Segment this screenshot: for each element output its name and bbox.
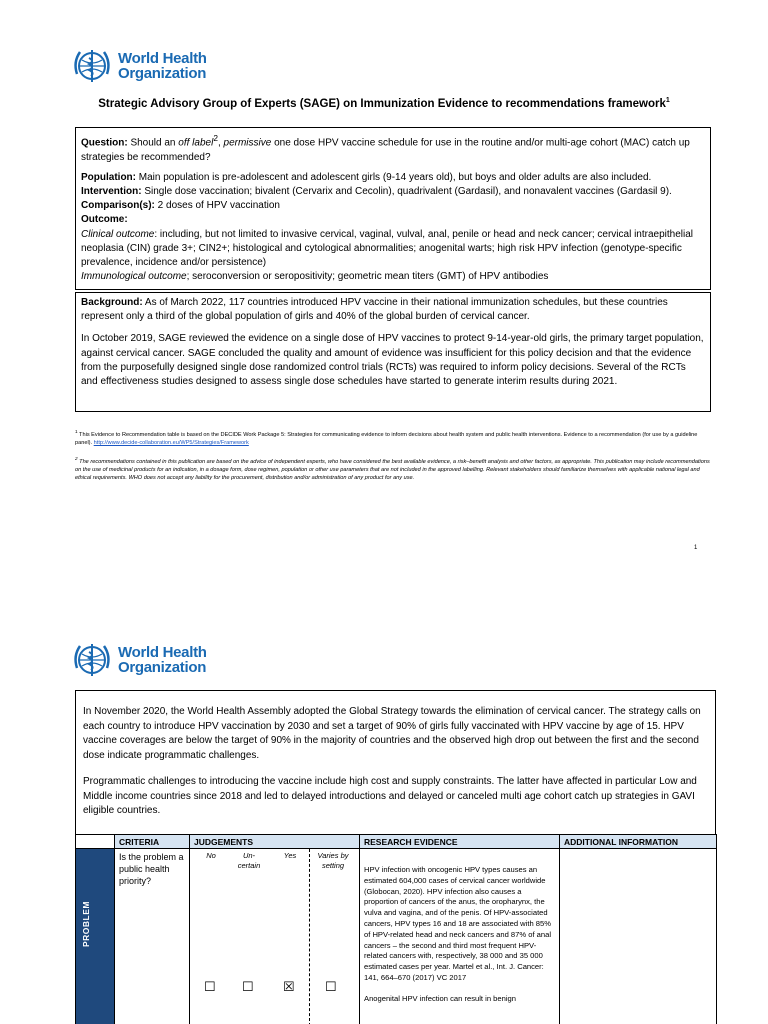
outcome-label: Outcome: <box>81 214 128 226</box>
logo-line1: World Health <box>118 644 207 661</box>
footnote-1-number: 1 <box>75 429 78 434</box>
header-blank <box>76 835 115 849</box>
checkbox-yes[interactable]: ☒ <box>283 979 295 994</box>
population-label: Population: <box>81 171 136 183</box>
footnote-2 <box>75 455 715 482</box>
additional-info-cell <box>560 849 717 1024</box>
background-label: Background: <box>81 297 143 308</box>
header-judgements: JUDGEMENTS <box>190 835 360 849</box>
research-evidence-cell <box>360 849 560 1024</box>
judgement-divider <box>309 849 310 1024</box>
intro-box <box>75 690 716 834</box>
logo-line2: Organization <box>118 65 207 82</box>
question-sep: , <box>217 137 224 149</box>
evidence-para1: HPV infection with oncogenic HPV types causes an estimated 604,000 cases of cervical cancer worldwide (Globocan, 2020). HPV infection also causes a proportion of cancers of the anus, the oropharynx, the vulva and vagina, and of the penis. Of HPV-associated cancers, HPV types 16 and 18 are associated with 85% of HPV-related head and neck cancers and 87% of anal cancers – the second and third most frequent HPV-related cancers with, respectively, 38 000 and 35 000 estimated cases per year. Martel et al., Int. J. Cancer: 141, 664–670 (2017) VC 2017 <box>364 865 552 982</box>
who-logo <box>70 44 207 88</box>
footnote-1-text: This Evidence to Recommendation table is based on the DECIDE Work Package 5: Strategies for communicating evidence to inform decisions about health system and public health interventions. Evidence to a recommendation (for use by a guideline panel). <box>75 431 698 446</box>
intervention-label: Intervention: <box>81 185 142 197</box>
section-label-problem: PROBLEM <box>81 901 91 947</box>
evidence-para2: Anogenital HPV infection can result in benign <box>364 993 516 1003</box>
title-footnote-ref: 1 <box>665 97 670 104</box>
population-text: Main population is pre-adolescent and adolescent girls (9-14 years old), but boys and older adults are also included. <box>136 171 652 183</box>
footnote-2-text: The recommendations contained in this publication are based on the advice of independent experts, who have considered the best available evidence, a risk–benefit analysis and other factors, as appropriate. This publication may include recommendations on the use of medicinal products for an indication, in a dosage form, dose regimen, population or other use parameters that are not included in the approved labelling. Relevant stakeholders should familiarize themselves with applicable national legal and ethical requirements. WHO does not accept any liability for the procurement, distribution and/or administration of any product for any use. <box>75 458 710 481</box>
background-box <box>75 292 711 412</box>
header-research: RESEARCH EVIDENCE <box>360 835 560 849</box>
header-additional: ADDITIONAL INFORMATION <box>560 835 717 849</box>
background-para2: In October 2019, SAGE reviewed the evidence on a single dose of HPV vaccines to protect 9-14-year-old girls, the primary target population, against cervical cancer. SAGE concluded the quality and amount of evidence was insufficient for this policy decision and that the evidence from the purposefully designed single dose randomized control trials (RCTs) was required to inform policy decisions. Several of the RCTs and effectiveness studies designed to assess single dose schedules have started to generate interim results during 2021. <box>81 333 704 388</box>
checkbox-varies[interactable]: ☐ <box>325 979 337 994</box>
immuno-outcome-text: ; seroconversion or seropositivity; geometric mean titers (GMT) of HPV antibodies <box>186 271 549 283</box>
checkbox-uncertain[interactable]: ☐ <box>242 979 254 994</box>
clinical-outcome-text: : including, but not limited to invasive cervical, vaginal, vulval, anal, penile or head and neck cancer; cervical intraepithelial neoplasia (CIN) grade 3+; CIN2+; histological and cytological abnormalities; anogenital warts; high risk HPV infection (genotype-specific prevalence, incidence and/or persistence) <box>81 228 694 268</box>
background-para1: As of March 2022, 117 countries introduced HPV vaccine in their national immunization schedules, but these countries represent only a third of the global population of girls and 40% of the global burden of cervical cancer. <box>81 297 668 323</box>
question-text-pre: Should an <box>130 137 179 149</box>
title-text: Strategic Advisory Group of Experts (SAGE) on Immunization Evidence to recommendations framework <box>98 97 666 110</box>
question-label: Question: <box>81 137 128 149</box>
logo-line2: Organization <box>118 659 207 676</box>
clinical-outcome-label: Clinical outcome <box>81 228 155 240</box>
judgement-uncertain-label: Un-certain <box>237 851 261 870</box>
checkbox-no[interactable]: ☐ <box>204 979 216 994</box>
comparison-label: Comparison(s): <box>81 200 155 212</box>
judgement-varies-label: Varies by setting <box>317 851 349 870</box>
intervention-text: Single dose vaccination; bivalent (Cervarix and Cecolin), quadrivalent (Gardasil), and nonavalent vaccines (Gardasil 9). <box>141 185 672 197</box>
intro-para1: In November 2020, the World Health Assembly adopted the Global Strategy towards the elimination of cervical cancer. The strategy calls on each country to introduce HPV vaccination by 2030 and set a target of 90% of girls fully vaccinated with HPV vaccine by age of 15. HPV vaccine coverages are below the target of 90% in the majority of countries and the observed high drop out between the first and the second dose indicate programmatic challenges. <box>83 706 701 761</box>
page-number: 1 <box>694 545 698 551</box>
question-text-post: one dose HPV vaccine schedule for use in the routine and/or multi-age cohort (MAC) catch up strategies be recommended? <box>81 137 690 163</box>
judgements-cell <box>190 849 360 1024</box>
logo-line1: World Health <box>118 50 207 67</box>
footnotes <box>75 428 715 490</box>
question-box <box>75 127 711 290</box>
off-label-text: off label <box>178 137 214 149</box>
permissive-text: permissive <box>223 137 272 149</box>
etr-table <box>75 834 717 1024</box>
judgement-yes-label: Yes <box>283 851 297 860</box>
intro-para2: Programmatic challenges to introducing the vaccine include high cost and supply constraints. The latter have affected in particular Low and Middle income countries since 2018 and led to delayed introductions and delayed or canceled multi age cohort catch up strategies in GAVI eligible countries. <box>83 776 697 816</box>
footnote-1 <box>75 428 715 447</box>
table-row <box>76 849 717 1024</box>
who-logo <box>70 638 207 682</box>
who-emblem-icon <box>70 44 114 88</box>
footnote-ref-2: 2 <box>213 133 218 143</box>
judgement-no-label: No <box>206 851 216 860</box>
comparison-text: 2 doses of HPV vaccination <box>154 200 280 212</box>
who-emblem-icon <box>70 638 114 682</box>
table-header-row <box>76 835 717 849</box>
header-criteria: CRITERIA <box>115 835 190 849</box>
footnote-2-number: 2 <box>75 455 78 461</box>
section-label-cell <box>76 849 115 1024</box>
immuno-outcome-label: Immunological outcome <box>81 271 187 283</box>
criteria-cell: Is the problem a public health priority? <box>115 849 190 1024</box>
page-title <box>0 97 768 110</box>
decide-framework-link[interactable]: http://www.decide-collaboration.eu/WP5/Strategies/Framework <box>93 439 249 446</box>
